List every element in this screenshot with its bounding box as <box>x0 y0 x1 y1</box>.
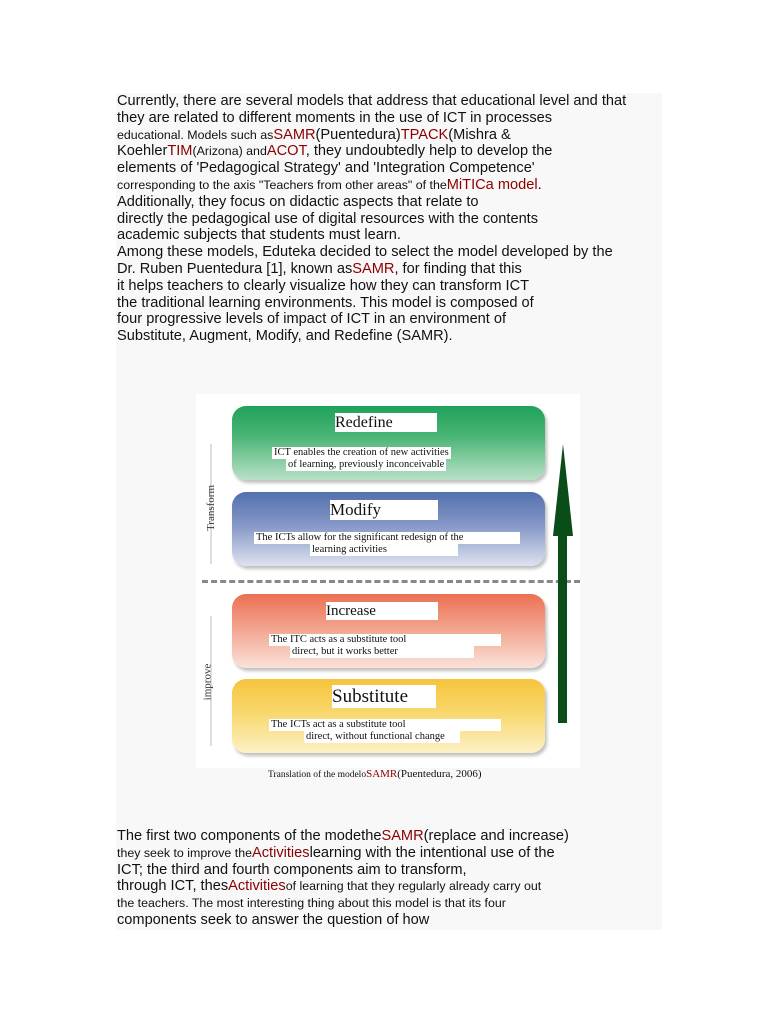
text-line: Additionally, they focus on didactic aspects that relate to <box>117 193 479 210</box>
text-fragment: they seek to improve the <box>117 845 252 860</box>
text-line: four progressive levels of impact of ICT in an environment of <box>117 311 507 328</box>
text-fragment: the <box>361 828 382 844</box>
text-line: Substitute, Augment, Modify, and Redefine (SAMR). <box>117 328 453 345</box>
tpack-link[interactable]: TPACK <box>400 126 449 143</box>
arrow-shaft <box>558 532 567 723</box>
text-line: it helps teachers to clearly visualize how they can transform ICT <box>117 277 530 294</box>
text-fragment: Dr. Ruben Puentedura [1], known as <box>117 260 353 277</box>
improve-label: improve <box>201 663 214 701</box>
samr-link[interactable]: SAMR <box>366 768 398 780</box>
text-line: elements of 'Pedagogical Strategy' and 'Integration Competence' <box>117 160 535 177</box>
tim-link[interactable]: TIM <box>167 143 193 160</box>
text-fragment: (Mishra & <box>448 126 511 143</box>
text-line: the traditional learning environments. This model is composed of <box>117 294 534 311</box>
figure-caption <box>268 768 482 780</box>
text-fragment: corresponding to the axis "Teachers from other areas" of the <box>117 177 447 192</box>
text-line: educational. Models such as <box>117 127 274 142</box>
text-fragment: The first two components of the mode <box>117 828 362 844</box>
paragraph-components <box>117 828 569 929</box>
modify-title: Modify <box>330 500 438 520</box>
samr-diagram <box>196 394 580 768</box>
modify-desc-2: learning activities <box>310 544 458 556</box>
modify-level <box>232 492 545 566</box>
text-fragment: (Puentedura) <box>315 126 401 143</box>
redefine-desc-1: ICT enables the creation of new activities <box>274 447 449 458</box>
modify-desc-1: The ICTs allow for the significant redesign of the <box>254 532 520 544</box>
samr-link[interactable]: SAMR <box>352 260 395 277</box>
increase-desc-2: direct, but it works better <box>290 646 474 658</box>
text-fragment: learning with the intentional use of the <box>309 844 555 861</box>
transform-label: Transform <box>205 484 218 532</box>
substitute-level <box>232 679 545 753</box>
redefine-desc-2: of learning, previously inconceivable <box>288 459 445 470</box>
samr-link[interactable]: SAMR <box>381 828 424 844</box>
text-line: ICT; the third and fourth components aim to transform, <box>117 861 467 878</box>
text-fragment: , for finding that this <box>394 260 522 277</box>
text-line: they are related to different moments in the use of ICT in processes <box>117 109 553 126</box>
text-line: Currently, there are several models that address that educational level and that <box>117 93 627 109</box>
text-fragment: of learning that they regularly already carry out <box>285 879 542 894</box>
substitute-title: Substitute <box>332 685 436 708</box>
dashed-divider <box>202 580 580 583</box>
acot-link[interactable]: ACOT <box>266 143 306 160</box>
paragraph-intro <box>117 93 626 345</box>
mitica-link[interactable]: MiTICa model <box>446 176 538 193</box>
increase-level <box>232 594 545 668</box>
substitute-desc-1: The ICTs act as a substitute tool <box>269 719 501 731</box>
text-line: the teachers. The most interesting thing about this model is that its four <box>117 896 506 911</box>
text-fragment: (replace and increase) <box>423 828 569 844</box>
text-line: directly the pedagogical use of digital resources with the contents <box>117 210 539 227</box>
caption-text: Translation of the modelo <box>268 770 367 780</box>
caption-text: (Puentedura, 2006) <box>397 768 482 780</box>
up-arrow-icon <box>553 444 573 536</box>
redefine-level <box>232 406 545 480</box>
activities-link[interactable]: Activities <box>252 844 310 861</box>
text-line: academic subjects that students must learn. <box>117 227 401 244</box>
text-fragment: . <box>537 176 542 193</box>
substitute-desc-2: direct, without functional change <box>304 731 460 743</box>
redefine-title: Redefine <box>335 413 437 432</box>
increase-desc-1: The ITC acts as a substitute tool <box>269 634 501 646</box>
activities-link[interactable]: Activities <box>228 878 286 895</box>
text-fragment: , they undoubtedly help to develop the <box>305 143 553 160</box>
text-line: Among these models, Eduteka decided to select the model developed by the <box>117 244 613 261</box>
text-fragment: through ICT, thes <box>117 878 229 895</box>
samr-link[interactable]: SAMR <box>273 126 316 143</box>
increase-title: Increase <box>326 602 438 620</box>
text-line: components seek to answer the question of how <box>117 911 430 928</box>
text-fragment: (Arizona) and <box>192 144 267 159</box>
text-fragment: Koehler <box>117 143 168 160</box>
